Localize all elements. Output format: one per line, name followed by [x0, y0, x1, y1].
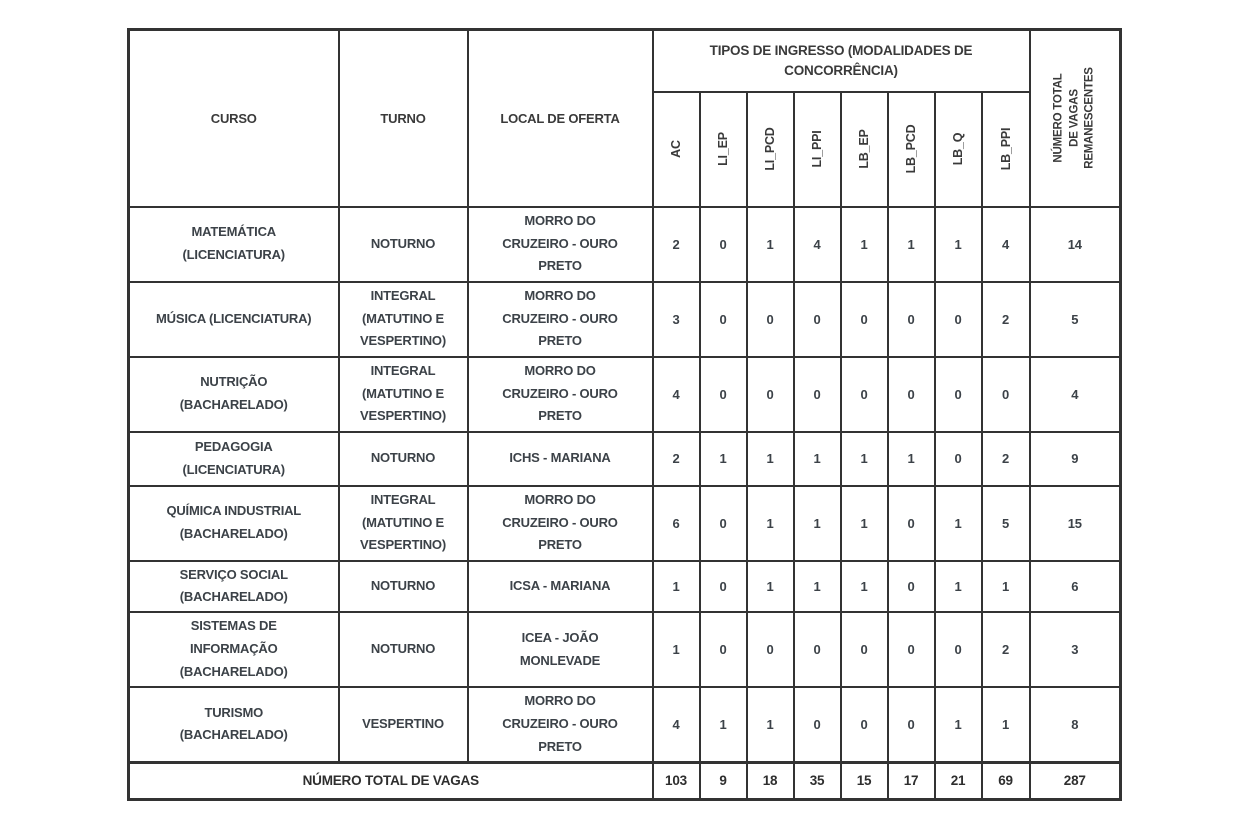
vagas-li-ppi-cell: 0 — [794, 282, 841, 357]
vagas-li-pcd-cell: 0 — [747, 357, 794, 432]
vagas-lb-q-cell: 0 — [935, 612, 982, 687]
local-cell: ICEA - JOÃO MONLEVADE — [468, 612, 653, 687]
totals-row — [129, 762, 1121, 799]
local-cell: ICHS - MARIANA — [468, 432, 653, 486]
vagas-lb-ep-cell: 1 — [841, 207, 888, 282]
column-header-curso: CURSO — [129, 30, 339, 207]
column-header-ac: AC — [653, 92, 700, 207]
vagas-lb-ep-cell: 0 — [841, 687, 888, 762]
table-row-matematica — [129, 207, 1121, 282]
vagas-li-pcd-cell: 1 — [747, 486, 794, 561]
column-header-local-de-oferta: LOCAL DE OFERTA — [468, 30, 653, 207]
vagas-lb-pcd-cell: 1 — [888, 207, 935, 282]
turno-cell: INTEGRAL (MATUTINO E VESPERTINO) — [339, 357, 468, 432]
vacancy-table — [127, 28, 1122, 801]
local-cell: ICSA - MARIANA — [468, 561, 653, 613]
vagas-lb-pcd-cell: 0 — [888, 561, 935, 613]
total-lb-q-cell: 21 — [935, 762, 982, 799]
total-lb-pcd-cell: 17 — [888, 762, 935, 799]
vagas-lb-ep-cell: 1 — [841, 486, 888, 561]
table-row-quimica-industrial — [129, 486, 1121, 561]
curso-cell: SISTEMAS DE INFORMAÇÃO (BACHARELADO) — [129, 612, 339, 687]
local-cell: MORRO DO CRUZEIRO - OURO PRETO — [468, 282, 653, 357]
vagas-li-pcd-cell: 1 — [747, 687, 794, 762]
vagas-li-ppi-cell: 1 — [794, 561, 841, 613]
total-lb-ppi-cell: 69 — [982, 762, 1030, 799]
vagas-lb-q-cell: 1 — [935, 561, 982, 613]
local-cell: MORRO DO CRUZEIRO - OURO PRETO — [468, 357, 653, 432]
vagas-li-ep-cell: 0 — [700, 486, 747, 561]
vagas-ac-cell: 2 — [653, 432, 700, 486]
curso-cell: SERVIÇO SOCIAL (BACHARELADO) — [129, 561, 339, 613]
turno-cell: NOTURNO — [339, 207, 468, 282]
column-header-turno: TURNO — [339, 30, 468, 207]
row-total-cell: 15 — [1030, 486, 1121, 561]
turno-cell: NOTURNO — [339, 561, 468, 613]
curso-cell: MÚSICA (LICENCIATURA) — [129, 282, 339, 357]
vagas-lb-q-cell: 1 — [935, 687, 982, 762]
vagas-li-ppi-cell: 0 — [794, 357, 841, 432]
total-lb-ep-cell: 15 — [841, 762, 888, 799]
table-row-nutricao — [129, 357, 1121, 432]
vagas-lb-ppi-cell: 1 — [982, 561, 1030, 613]
row-total-cell: 4 — [1030, 357, 1121, 432]
curso-cell: QUÍMICA INDUSTRIAL (BACHARELADO) — [129, 486, 339, 561]
curso-cell: NUTRIÇÃO (BACHARELADO) — [129, 357, 339, 432]
vagas-ac-cell: 1 — [653, 612, 700, 687]
turno-cell: INTEGRAL (MATUTINO E VESPERTINO) — [339, 282, 468, 357]
vagas-lb-ppi-cell: 2 — [982, 432, 1030, 486]
column-header-lb-ep: LB_EP — [841, 92, 888, 207]
row-total-cell: 8 — [1030, 687, 1121, 762]
vagas-lb-ppi-cell: 2 — [982, 282, 1030, 357]
vagas-li-ep-cell: 0 — [700, 612, 747, 687]
column-header-lb-q: LB_Q — [935, 92, 982, 207]
vagas-li-ppi-cell: 0 — [794, 687, 841, 762]
vagas-li-ep-cell: 0 — [700, 207, 747, 282]
vagas-li-ep-cell: 0 — [700, 561, 747, 613]
vagas-li-ep-cell: 0 — [700, 357, 747, 432]
row-total-cell: 9 — [1030, 432, 1121, 486]
vagas-li-pcd-cell: 0 — [747, 282, 794, 357]
vagas-lb-q-cell: 1 — [935, 486, 982, 561]
total-li-ppi-cell: 35 — [794, 762, 841, 799]
column-header-li-ppi: LI_PPI — [794, 92, 841, 207]
totals-label: NÚMERO TOTAL DE VAGAS — [129, 762, 653, 799]
turno-cell: NOTURNO — [339, 612, 468, 687]
table-row-servico-social — [129, 561, 1121, 613]
vagas-lb-ppi-cell: 0 — [982, 357, 1030, 432]
vagas-lb-q-cell: 0 — [935, 357, 982, 432]
grand-total-cell: 287 — [1030, 762, 1121, 799]
table-row-musica — [129, 282, 1121, 357]
vagas-ac-cell: 4 — [653, 357, 700, 432]
vagas-lb-q-cell: 0 — [935, 432, 982, 486]
vagas-lb-ppi-cell: 1 — [982, 687, 1030, 762]
vagas-li-ppi-cell: 1 — [794, 432, 841, 486]
turno-cell: VESPERTINO — [339, 687, 468, 762]
row-total-cell: 14 — [1030, 207, 1121, 282]
group-header-text: TIPOS DE INGRESSO (MODALIDADES DE CONCORRÊNCIA) — [709, 43, 973, 78]
row-total-cell: 5 — [1030, 282, 1121, 357]
turno-cell: NOTURNO — [339, 432, 468, 486]
vagas-lb-ep-cell: 0 — [841, 612, 888, 687]
row-total-cell: 3 — [1030, 612, 1121, 687]
column-header-numero-total-vagas-remanescentes — [1030, 30, 1121, 207]
vagas-ac-cell: 4 — [653, 687, 700, 762]
vagas-li-pcd-cell: 0 — [747, 612, 794, 687]
vagas-li-pcd-cell: 1 — [747, 432, 794, 486]
column-header-li-ep: LI_EP — [700, 92, 747, 207]
vagas-lb-ppi-cell: 5 — [982, 486, 1030, 561]
curso-cell: TURISMO (BACHARELADO) — [129, 687, 339, 762]
vagas-lb-pcd-cell: 0 — [888, 357, 935, 432]
row-total-cell: 6 — [1030, 561, 1121, 613]
total-ac-cell: 103 — [653, 762, 700, 799]
vagas-li-ppi-cell: 1 — [794, 486, 841, 561]
vagas-lb-ep-cell: 1 — [841, 561, 888, 613]
local-cell: MORRO DO CRUZEIRO - OURO PRETO — [468, 486, 653, 561]
vertical-header-text: NÚMERO TOTAL DE VAGAS REMANESCENTES — [1052, 67, 1096, 170]
vagas-li-pcd-cell: 1 — [747, 207, 794, 282]
total-li-ep-cell: 9 — [700, 762, 747, 799]
column-header-li-pcd: LI_PCD — [747, 92, 794, 207]
vagas-li-ep-cell: 0 — [700, 282, 747, 357]
total-li-pcd-cell: 18 — [747, 762, 794, 799]
vagas-lb-pcd-cell: 0 — [888, 612, 935, 687]
vagas-lb-ep-cell: 1 — [841, 432, 888, 486]
vagas-ac-cell: 3 — [653, 282, 700, 357]
column-header-lb-pcd: LB_PCD — [888, 92, 935, 207]
vagas-li-ep-cell: 1 — [700, 687, 747, 762]
curso-cell: PEDAGOGIA (LICENCIATURA) — [129, 432, 339, 486]
local-cell: MORRO DO CRUZEIRO - OURO PRETO — [468, 687, 653, 762]
header-row-group — [129, 30, 1121, 92]
vagas-lb-q-cell: 1 — [935, 207, 982, 282]
vagas-lb-pcd-cell: 0 — [888, 282, 935, 357]
vagas-lb-pcd-cell: 0 — [888, 486, 935, 561]
vagas-lb-ep-cell: 0 — [841, 357, 888, 432]
column-group-header-tipos-de-ingresso — [653, 30, 1030, 92]
table-row-pedagogia — [129, 432, 1121, 486]
vagas-li-ppi-cell: 4 — [794, 207, 841, 282]
vagas-lb-q-cell: 0 — [935, 282, 982, 357]
vagas-li-ppi-cell: 0 — [794, 612, 841, 687]
local-cell: MORRO DO CRUZEIRO - OURO PRETO — [468, 207, 653, 282]
vagas-lb-pcd-cell: 1 — [888, 432, 935, 486]
vagas-li-pcd-cell: 1 — [747, 561, 794, 613]
curso-cell: MATEMÁTICA (LICENCIATURA) — [129, 207, 339, 282]
column-header-lb-ppi: LB_PPI — [982, 92, 1030, 207]
vagas-lb-ppi-cell: 4 — [982, 207, 1030, 282]
table-row-turismo — [129, 687, 1121, 762]
turno-cell: INTEGRAL (MATUTINO E VESPERTINO) — [339, 486, 468, 561]
vagas-lb-ppi-cell: 2 — [982, 612, 1030, 687]
vagas-ac-cell: 6 — [653, 486, 700, 561]
vagas-lb-ep-cell: 0 — [841, 282, 888, 357]
table-row-sistemas-de-informacao — [129, 612, 1121, 687]
vagas-li-ep-cell: 1 — [700, 432, 747, 486]
vagas-ac-cell: 1 — [653, 561, 700, 613]
vagas-lb-pcd-cell: 0 — [888, 687, 935, 762]
vagas-ac-cell: 2 — [653, 207, 700, 282]
